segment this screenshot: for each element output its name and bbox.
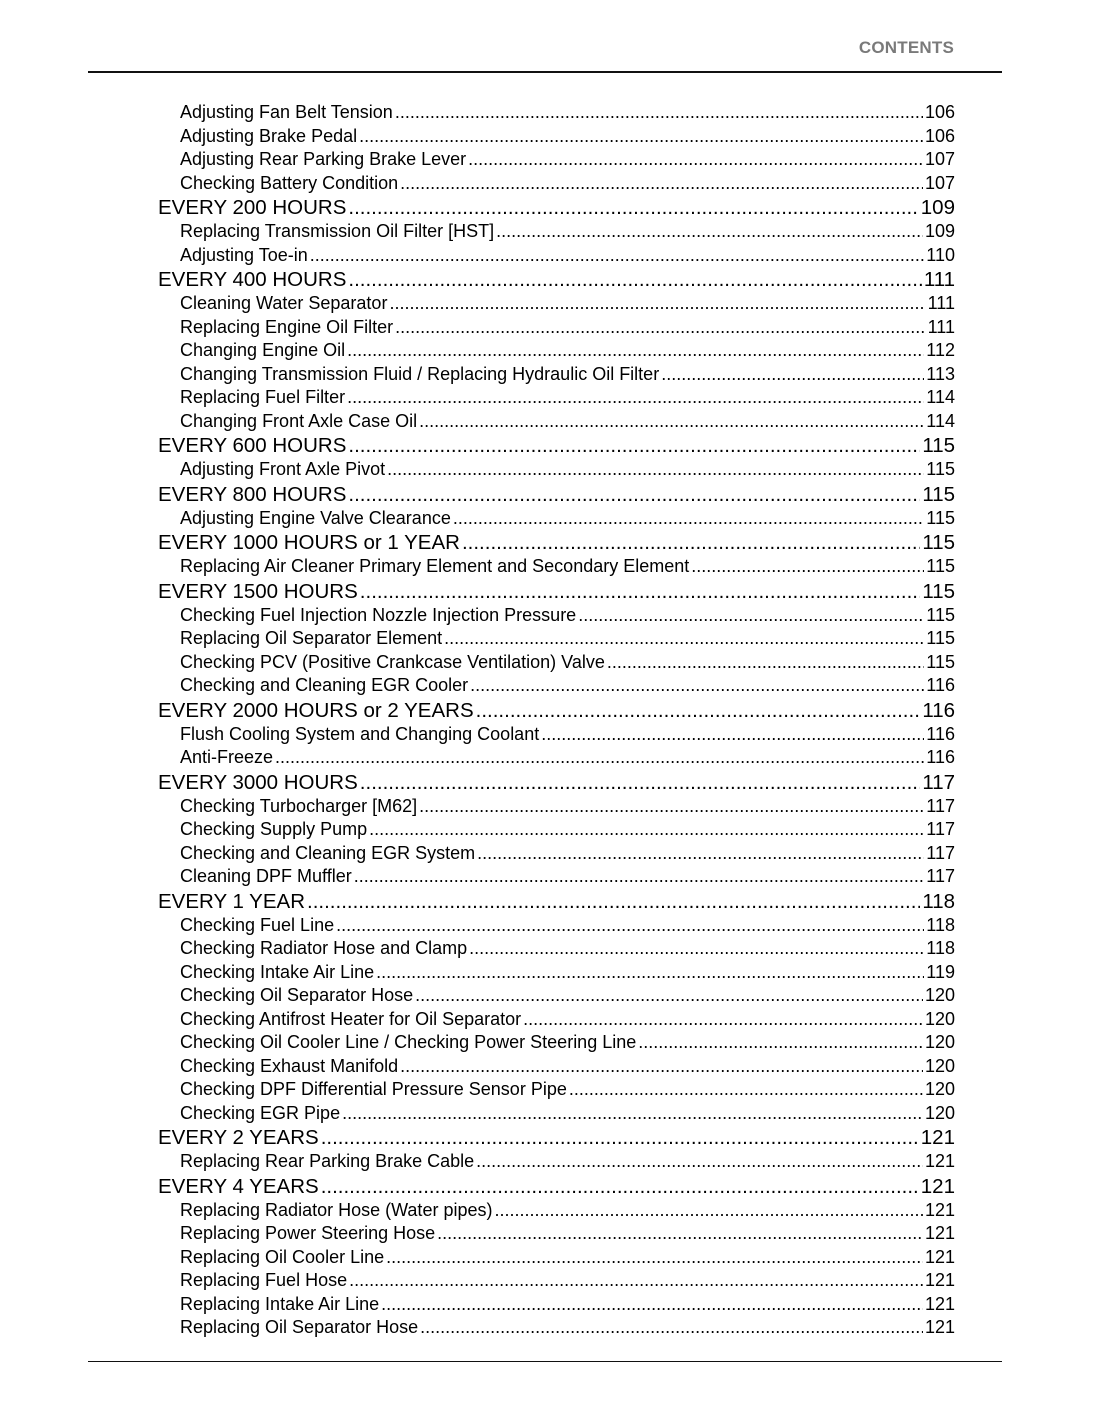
dot-leader <box>419 795 924 819</box>
dot-leader <box>607 651 924 675</box>
dot-leader <box>569 1078 923 1102</box>
entry-page-number: 115 <box>922 482 955 506</box>
dot-leader <box>496 220 923 244</box>
entry-page-number: 117 <box>926 795 955 816</box>
entry-page-number: 116 <box>926 747 955 767</box>
entry-title: Changing Front Axle Case Oil <box>180 410 418 431</box>
entry-page-number: 121 <box>924 1270 955 1290</box>
toc-entry[interactable] <box>158 842 955 866</box>
entry-title: Replacing Oil Separator Element <box>180 628 443 648</box>
entry-title: Adjusting Rear Parking Brake Lever <box>180 149 467 169</box>
dot-leader <box>381 1293 923 1317</box>
dot-leader <box>420 1316 923 1340</box>
entry-page-number: 106 <box>924 102 955 122</box>
toc-entry[interactable] <box>158 746 955 770</box>
dot-leader <box>476 1150 923 1174</box>
entry-title: Checking EGR Pipe <box>180 1102 341 1123</box>
dot-leader <box>354 865 925 889</box>
entry-title: Changing Engine Oil <box>180 340 346 360</box>
entry-page-number: 109 <box>920 196 955 219</box>
dot-leader <box>395 316 926 340</box>
toc-section-entry[interactable] <box>158 1174 955 1199</box>
toc-entry[interactable] <box>158 651 955 675</box>
dot-leader <box>376 961 924 985</box>
entry-page-number: 120 <box>924 1102 955 1123</box>
entry-page-number: 116 <box>926 675 955 695</box>
entry-page-number: 114 <box>926 410 955 431</box>
toc-entry[interactable] <box>158 627 955 651</box>
toc-entry[interactable] <box>158 1269 955 1293</box>
toc-entry[interactable] <box>158 220 955 244</box>
entry-page-number: 121 <box>924 1293 955 1314</box>
entry-title: Checking Fuel Line <box>180 914 335 935</box>
dot-leader <box>453 507 924 531</box>
entry-page-number: 120 <box>924 985 955 1005</box>
entry-page-number: 107 <box>924 172 955 193</box>
entry-page-number: 115 <box>922 531 955 554</box>
dot-leader <box>470 674 924 698</box>
toc-section-entry[interactable] <box>158 698 955 723</box>
toc-list <box>158 101 955 1340</box>
dot-leader <box>468 148 923 172</box>
entry-page-number: 118 <box>926 938 955 958</box>
dot-leader <box>349 1269 923 1293</box>
toc-entry[interactable] <box>158 1150 955 1174</box>
toc-section-entry[interactable] <box>158 1125 955 1150</box>
toc-entry[interactable] <box>158 101 955 125</box>
dot-leader <box>348 195 918 220</box>
dot-leader <box>386 1246 923 1270</box>
dot-leader <box>444 627 924 651</box>
dot-leader <box>321 1174 919 1199</box>
entry-title: Adjusting Fan Belt Tension <box>180 102 393 122</box>
toc-entry[interactable] <box>158 292 955 316</box>
dot-leader <box>541 723 924 747</box>
entry-page-number: 120 <box>924 1079 955 1099</box>
entry-page-number: 120 <box>924 1055 955 1076</box>
toc-entry[interactable] <box>158 1031 955 1055</box>
dot-leader <box>310 244 925 268</box>
entry-title: Checking Intake Air Line <box>180 961 375 982</box>
entry-title: Replacing Engine Oil Filter <box>180 316 394 337</box>
dot-leader <box>578 604 924 628</box>
entry-page-number: 115 <box>926 507 955 528</box>
entry-page-number: 115 <box>926 556 955 576</box>
entry-page-number: 118 <box>922 889 955 913</box>
dot-leader <box>661 363 924 387</box>
entry-title: Replacing Intake Air Line <box>180 1293 380 1314</box>
entry-page-number: 109 <box>924 221 955 241</box>
dot-leader <box>476 698 921 723</box>
entry-title: Replacing Fuel Hose <box>180 1270 348 1290</box>
toc-entry[interactable] <box>158 1316 955 1340</box>
dot-leader <box>389 292 925 316</box>
toc-entry[interactable] <box>158 386 955 410</box>
entry-title: Replacing Radiator Hose (Water pipes) <box>180 1199 493 1220</box>
entry-page-number: 107 <box>924 149 955 169</box>
toc-entry[interactable] <box>158 172 955 196</box>
entry-title: Replacing Transmission Oil Filter [HST] <box>180 221 495 241</box>
entry-title: EVERY 200 HOURS <box>158 196 347 219</box>
dot-leader <box>347 386 924 410</box>
dot-leader <box>321 1125 919 1150</box>
entry-title: Checking Turbocharger [M62] <box>180 795 418 816</box>
dot-leader <box>400 172 923 196</box>
toc-entry[interactable] <box>158 795 955 819</box>
dot-leader <box>494 1199 922 1223</box>
entry-title: Checking Fuel Injection Nozzle Injection Pressure <box>180 604 577 625</box>
entry-page-number: 112 <box>926 340 955 360</box>
entry-title: Checking PCV (Positive Crankcase Ventilation) Valve <box>180 651 605 672</box>
toc-entry[interactable] <box>158 914 955 938</box>
toc-entry[interactable] <box>158 984 955 1008</box>
entry-title: EVERY 4 YEARS <box>158 1174 319 1198</box>
entry-title: Checking Oil Cooler Line / Checking Power Steering Line <box>180 1032 637 1052</box>
toc-section-entry[interactable] <box>158 889 955 914</box>
entry-title: Checking Oil Separator Hose <box>180 985 414 1005</box>
entry-title: Adjusting Front Axle Pivot <box>180 459 386 479</box>
entry-title: EVERY 2000 HOURS or 2 YEARS <box>158 698 474 722</box>
entry-title: Checking DPF Differential Pressure Sensor Pipe <box>180 1079 567 1099</box>
entry-title: Cleaning DPF Muffler <box>180 866 352 886</box>
toc-entry[interactable] <box>158 125 955 149</box>
dot-leader <box>415 984 923 1008</box>
dot-leader <box>437 1222 923 1246</box>
entry-page-number: 113 <box>926 363 955 384</box>
entry-title: EVERY 1500 HOURS <box>158 579 358 603</box>
toc-entry[interactable] <box>158 507 955 531</box>
entry-page-number: 110 <box>926 244 955 265</box>
entry-title: Checking Exhaust Manifold <box>180 1055 399 1076</box>
toc-entry[interactable] <box>158 723 955 747</box>
dot-leader <box>387 458 924 482</box>
entry-title: Adjusting Toe-in <box>180 244 308 265</box>
entry-page-number: 111 <box>927 316 955 337</box>
entry-title: Replacing Power Steering Hose <box>180 1223 436 1243</box>
toc-entry[interactable] <box>158 339 955 363</box>
toc-entry[interactable] <box>158 1055 955 1079</box>
dot-leader <box>336 914 924 938</box>
entry-page-number: 115 <box>922 579 955 603</box>
toc-entry[interactable] <box>158 410 955 434</box>
entry-page-number: 121 <box>920 1174 955 1198</box>
dot-leader <box>400 1055 923 1079</box>
entry-title: EVERY 1000 HOURS or 1 YEAR <box>158 531 460 554</box>
entry-page-number: 118 <box>926 914 955 935</box>
toc-section-entry[interactable] <box>158 195 955 220</box>
entry-title: Cleaning Water Separator <box>180 293 388 313</box>
header-title: CONTENTS <box>858 38 954 57</box>
entry-title: EVERY 2 YEARS <box>158 1126 319 1149</box>
entry-title: Checking and Cleaning EGR System <box>180 842 476 863</box>
toc-entry[interactable] <box>158 1222 955 1246</box>
dot-leader <box>419 410 924 434</box>
toc-entry[interactable] <box>158 1293 955 1317</box>
entry-title: Checking Antifrost Heater for Oil Separator <box>180 1008 522 1029</box>
entry-title: EVERY 600 HOURS <box>158 434 347 457</box>
entry-page-number: 111 <box>927 293 955 313</box>
entry-title: EVERY 800 HOURS <box>158 482 347 506</box>
entry-page-number: 121 <box>924 1317 955 1337</box>
dot-leader <box>348 433 920 458</box>
entry-page-number: 115 <box>926 459 955 479</box>
toc-entry[interactable] <box>158 1102 955 1126</box>
entry-title: Anti-Freeze <box>180 747 274 767</box>
entry-page-number: 121 <box>924 1151 955 1171</box>
entry-page-number: 115 <box>926 651 955 672</box>
entry-title: Adjusting Brake Pedal <box>180 125 358 146</box>
toc-section-entry[interactable] <box>158 770 955 795</box>
toc-entry[interactable] <box>158 961 955 985</box>
dot-leader <box>523 1008 923 1032</box>
dot-leader <box>348 482 920 507</box>
entry-title: Flush Cooling System and Changing Coolant <box>180 723 540 744</box>
toc-section-entry[interactable] <box>158 579 955 604</box>
dot-leader <box>477 842 924 866</box>
entry-title: EVERY 3000 HOURS <box>158 770 358 794</box>
toc-entry[interactable] <box>158 148 955 172</box>
entry-title: Replacing Oil Cooler Line <box>180 1246 385 1267</box>
entry-page-number: 116 <box>922 698 955 722</box>
toc-entry[interactable] <box>158 818 955 842</box>
entry-title: Checking Battery Condition <box>180 172 399 193</box>
entry-page-number: 120 <box>924 1032 955 1052</box>
dot-leader <box>360 770 921 795</box>
toc-section-entry[interactable] <box>158 433 955 458</box>
toc-entry[interactable] <box>158 316 955 340</box>
dot-leader <box>369 818 924 842</box>
dot-leader <box>342 1102 923 1126</box>
entry-page-number: 115 <box>926 604 955 625</box>
entry-page-number: 114 <box>926 387 955 407</box>
toc-entry[interactable] <box>158 674 955 698</box>
entry-page-number: 121 <box>924 1223 955 1243</box>
dot-leader <box>359 125 923 149</box>
toc-section-entry[interactable] <box>158 267 955 292</box>
entry-title: EVERY 1 YEAR <box>158 889 306 913</box>
dot-leader <box>275 746 924 770</box>
footer-rule <box>88 1361 1002 1362</box>
entry-title: Changing Transmission Fluid / Replacing Hydraulic Oil Filter <box>180 363 660 384</box>
entry-page-number: 116 <box>926 723 955 744</box>
toc-entry[interactable] <box>158 458 955 482</box>
entry-page-number: 106 <box>924 125 955 146</box>
dot-leader <box>691 555 924 579</box>
entry-title: Replacing Oil Separator Hose <box>180 1317 419 1337</box>
entry-title: Replacing Air Cleaner Primary Element and Secondary Element <box>180 556 690 576</box>
toc-entry[interactable] <box>158 555 955 579</box>
entry-title: EVERY 400 HOURS <box>158 268 347 291</box>
entry-page-number: 121 <box>920 1126 955 1149</box>
toc-entry[interactable] <box>158 604 955 628</box>
entry-page-number: 117 <box>926 842 955 863</box>
entry-page-number: 111 <box>923 268 955 291</box>
entry-page-number: 117 <box>922 770 955 794</box>
toc-section-entry[interactable] <box>158 482 955 507</box>
dot-leader <box>307 889 920 914</box>
toc-entry[interactable] <box>158 865 955 889</box>
entry-page-number: 120 <box>924 1008 955 1029</box>
dot-leader <box>462 530 920 555</box>
entry-title: Checking Radiator Hose and Clamp <box>180 938 468 958</box>
entry-title: Adjusting Engine Valve Clearance <box>180 507 451 528</box>
entry-title: Checking Supply Pump <box>180 819 368 839</box>
toc-entry[interactable] <box>158 363 955 387</box>
entry-page-number: 117 <box>926 819 955 839</box>
entry-title: Checking and Cleaning EGR Cooler <box>180 675 469 695</box>
dot-leader <box>395 101 923 125</box>
entry-page-number: 121 <box>924 1199 955 1220</box>
toc-section-entry[interactable] <box>158 530 955 555</box>
dot-leader <box>360 579 921 604</box>
dot-leader <box>348 267 921 292</box>
toc-entry[interactable] <box>158 1199 955 1223</box>
toc-entry[interactable] <box>158 1008 955 1032</box>
toc-entry[interactable] <box>158 244 955 268</box>
dot-leader <box>347 339 924 363</box>
entry-page-number: 117 <box>926 866 955 886</box>
header-rule <box>88 71 1002 73</box>
entry-page-number: 119 <box>926 961 955 982</box>
toc-entry[interactable] <box>158 937 955 961</box>
dot-leader <box>638 1031 923 1055</box>
toc-entry[interactable] <box>158 1246 955 1270</box>
entry-page-number: 115 <box>922 434 955 457</box>
dot-leader <box>469 937 924 961</box>
entry-page-number: 115 <box>926 628 955 648</box>
entry-page-number: 121 <box>924 1246 955 1267</box>
entry-title: Replacing Fuel Filter <box>180 387 346 407</box>
entry-title: Replacing Rear Parking Brake Cable <box>180 1151 475 1171</box>
toc-entry[interactable] <box>158 1078 955 1102</box>
